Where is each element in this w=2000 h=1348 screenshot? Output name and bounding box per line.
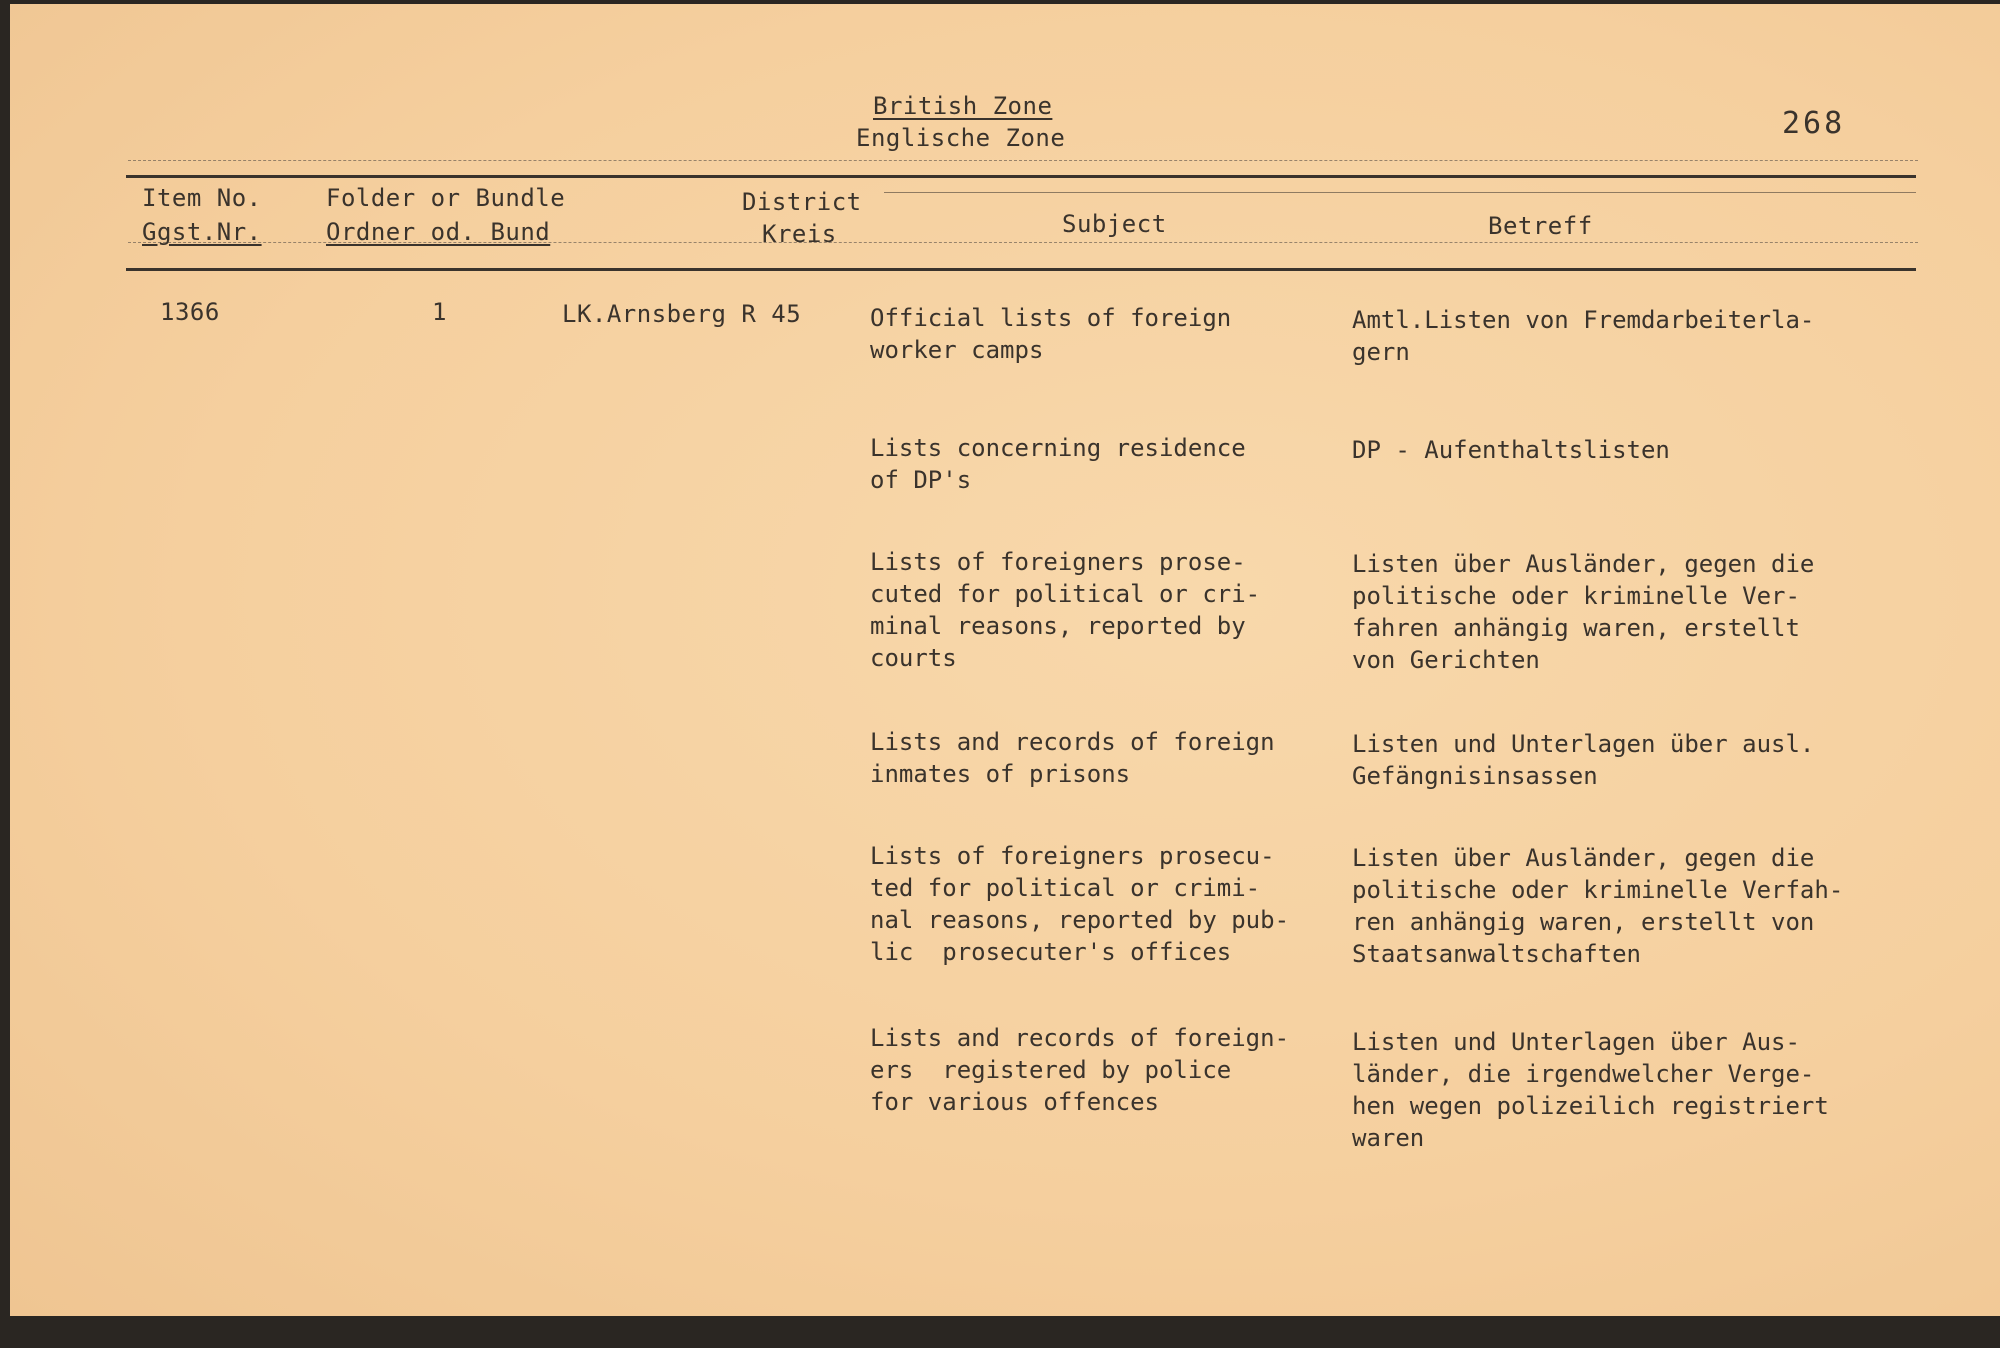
row-6-subject: Lists and records of foreign- ers registered by police for various offences xyxy=(870,1024,1290,1116)
row-3-subject: Lists of foreigners prose- cuted for political or cri- minal reasons, reported by courts xyxy=(870,548,1261,672)
row-4-subject: Lists and records of foreign inmates of prisons xyxy=(870,728,1275,788)
header-dashed-rule xyxy=(128,160,1918,161)
row-4-betreff: Listen und Unterlagen über ausl. Gefängnisinsassen xyxy=(1352,730,1815,790)
zone-title-english: British Zone xyxy=(873,92,1053,120)
row-6-betreff: Listen und Unterlagen über Aus- länder, die irgendwelcher Verge- hen wegen polizeilich registriert waren xyxy=(1352,1028,1829,1152)
col-header-item-de: Ggst.Nr. xyxy=(142,218,262,246)
page-number: 268 xyxy=(1782,106,1846,141)
col-header-item-en: Item No. xyxy=(142,184,262,212)
row-5-betreff: Listen über Ausländer, gegen die politische oder kriminelle Verfah- ren anhängig waren, erstellt von Staatsanwaltschaften xyxy=(1352,844,1844,968)
scan-background-edge xyxy=(0,1316,2000,1348)
row-3-betreff: Listen über Ausländer, gegen die politische oder kriminelle Ver- fahren anhängig waren, erstellt von Gerichten xyxy=(1352,550,1815,674)
item-number: 1366 xyxy=(160,298,220,326)
row-2-betreff: DP - Aufenthaltslisten xyxy=(1352,436,1670,464)
district-name: LK.Arnsberg R 45 xyxy=(562,300,802,328)
header-mid-rule xyxy=(884,192,1916,193)
document-page xyxy=(10,4,2000,1316)
table-top-rule xyxy=(126,175,1916,178)
col-header-folder-de: Ordner od. Bund xyxy=(326,218,551,246)
col-header-district-en: District xyxy=(742,188,862,216)
row-5-subject: Lists of foreigners prosecu- ted for political or crimi- nal reasons, reported by pub- lic prosecuter's offices xyxy=(870,842,1290,966)
row-1-betreff: Amtl.Listen von Fremdarbeiterla- gern xyxy=(1352,306,1815,366)
folder-number: 1 xyxy=(432,298,447,326)
zone-title-german: Englische Zone xyxy=(856,124,1066,152)
col-header-subject: Subject xyxy=(1062,210,1167,238)
row-1-subject: Official lists of foreign worker camps xyxy=(870,304,1232,364)
col-header-betreff: Betreff xyxy=(1488,212,1593,240)
col-header-folder-en: Folder or Bundle xyxy=(326,184,566,212)
col-header-district-de: Kreis xyxy=(762,220,837,248)
table-header-bottom-rule xyxy=(126,268,1916,271)
row-2-subject: Lists concerning residence of DP's xyxy=(870,434,1246,494)
